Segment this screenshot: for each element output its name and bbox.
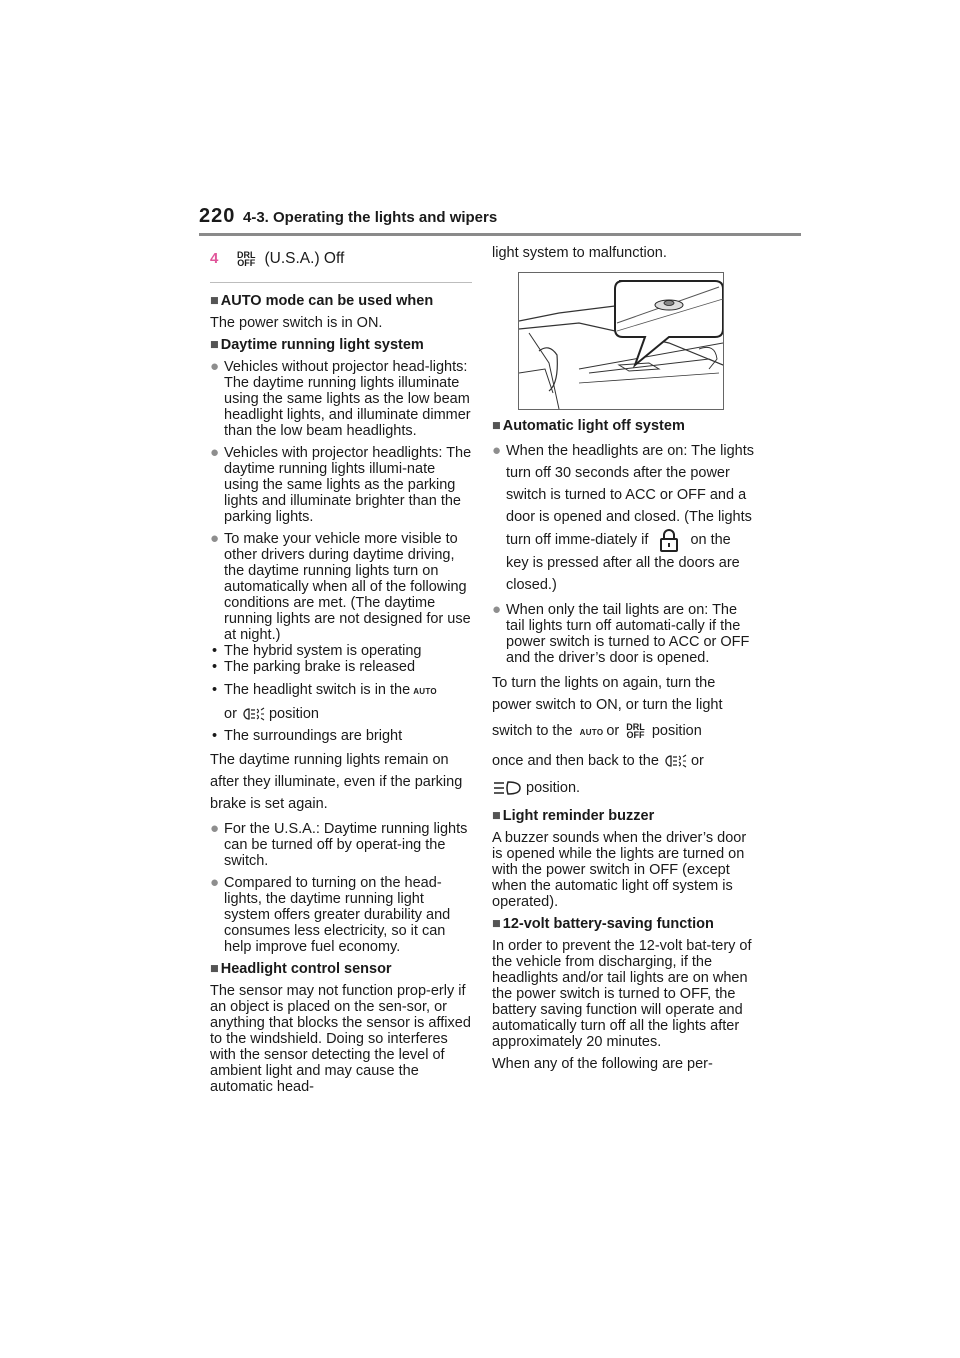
windshield-sensor-drawing	[519, 273, 723, 409]
auto-icon: AUTO	[413, 687, 437, 696]
item-4-label: (U.S.A.) Off	[264, 250, 345, 267]
sensor-text: The sensor may not function prop-erly if an object is placed on the sen-sor, or anything that blocks the sensor is affixed to the windshield. Doing so interferes with the sensor detecting the level of ambient light and may cause the automatic head-	[210, 983, 471, 1095]
page-header	[199, 205, 801, 235]
headlight-low-beam-icon	[663, 754, 687, 768]
left-column	[210, 244, 472, 1101]
continued-text: light system to malfunction.	[492, 245, 667, 261]
section-title: 4-3. Operating the lights and wipers	[243, 209, 498, 226]
turn-on-again-line-4: position.	[492, 774, 754, 802]
right-column	[492, 244, 754, 1078]
turn-on-again-line-3: once and then back to the or	[492, 753, 704, 769]
auto-off-bullet-1: ● When the headlights are on: The lights turn off 30 seconds after the power switch is turned to ACC or OFF and a door is opened and closed. (The lights turn off imme-diately if on the key is pressed after all the doors are closed.)	[492, 442, 755, 593]
divider	[210, 282, 472, 283]
drl-off-icon: DRL OFF	[626, 722, 645, 741]
header-rule	[199, 233, 801, 236]
auto-mode-heading: ■ AUTO mode can be used when	[210, 293, 434, 309]
turn-on-again-line-2: switch to the AUTO or DRL OFF position	[492, 722, 702, 741]
battery-heading: ■ 12-volt battery-saving function	[492, 916, 714, 932]
sensor-heading: ■ Headlight control sensor	[210, 961, 392, 977]
headlight-high-beam-icon	[492, 780, 522, 796]
drl-heading: ■ Daytime running light system	[210, 337, 424, 353]
item-number: 4	[210, 250, 219, 267]
drl-bullet-4: ● For the U.S.A.: Daytime running lights can be turned off by operat-ing the switch.	[210, 820, 468, 869]
lock-icon	[658, 528, 680, 552]
drl-after-text: The daytime running lights remain on after they illuminate, even if the parking brake is set again.	[210, 752, 463, 812]
headlight-low-beam-icon	[241, 707, 265, 721]
buzzer-text: A buzzer sounds when the driver’s door is opened while the lights are turned on with the power switch in OFF (except when the automatic light off system is operated).	[492, 830, 747, 910]
auto-icon: AUTO	[579, 728, 604, 737]
drl-bullet-3: ● To make your vehicle more visible to other drivers during daytime driving, the daytime running lights turn on automatically when all of the following conditions are met. (The daytime running lights are not designed for use at night.)	[210, 530, 471, 643]
turn-on-again-text: To turn the lights on again, turn the power switch to ON, or turn the light	[492, 675, 723, 713]
drl-off-icon: DRL OFF	[237, 250, 256, 268]
condition-3: • The headlight switch is in the AUTO	[212, 682, 437, 698]
sensor-location-illustration	[518, 272, 724, 410]
condition-4: • The surroundings are bright	[212, 728, 403, 744]
condition-2: • The parking brake is released	[212, 659, 416, 675]
auto-mode-text: The power switch is in ON.	[210, 315, 383, 331]
battery-text: In order to prevent the 12-volt bat-tery of the vehicle from discharging, if the headlights and/or tail lights are on when the power switch is turned to OFF, the battery saving function will operate and automatically turn off all the lights after approximately 20 minutes.	[492, 938, 752, 1050]
auto-off-bullet-2: ● When only the tail lights are on: The tail lights turn off automati-cally if the power switch is turned to ACC or OFF and the driver’s door is opened.	[492, 601, 750, 666]
drl-bullet-1: ● Vehicles without projector head-lights: The daytime running lights illuminate using the same lights as the low beam headlight lights, and illuminate dimmer than the low beam headlights.	[210, 358, 471, 439]
page-number: 220	[199, 205, 236, 227]
condition-1: • The hybrid system is operating	[212, 643, 422, 659]
condition-3-cont: or position	[224, 706, 319, 722]
drl-bullet-5: ● Compared to turning on the head-lights, the daytime running light system offers greater durability and consumes less electricity, so it can help improve fuel economy.	[210, 874, 451, 955]
item-4-row	[210, 244, 472, 274]
drl-bullet-2: ● Vehicles with projector headlights: The daytime running lights illumi-nate using the same lights as the parking lights and illuminate brighter than the parking lights.	[210, 444, 472, 525]
battery-last-text: When any of the following are per-	[492, 1056, 713, 1072]
auto-off-heading: ■ Automatic light off system	[492, 418, 685, 434]
buzzer-heading: ■ Light reminder buzzer	[492, 808, 655, 824]
